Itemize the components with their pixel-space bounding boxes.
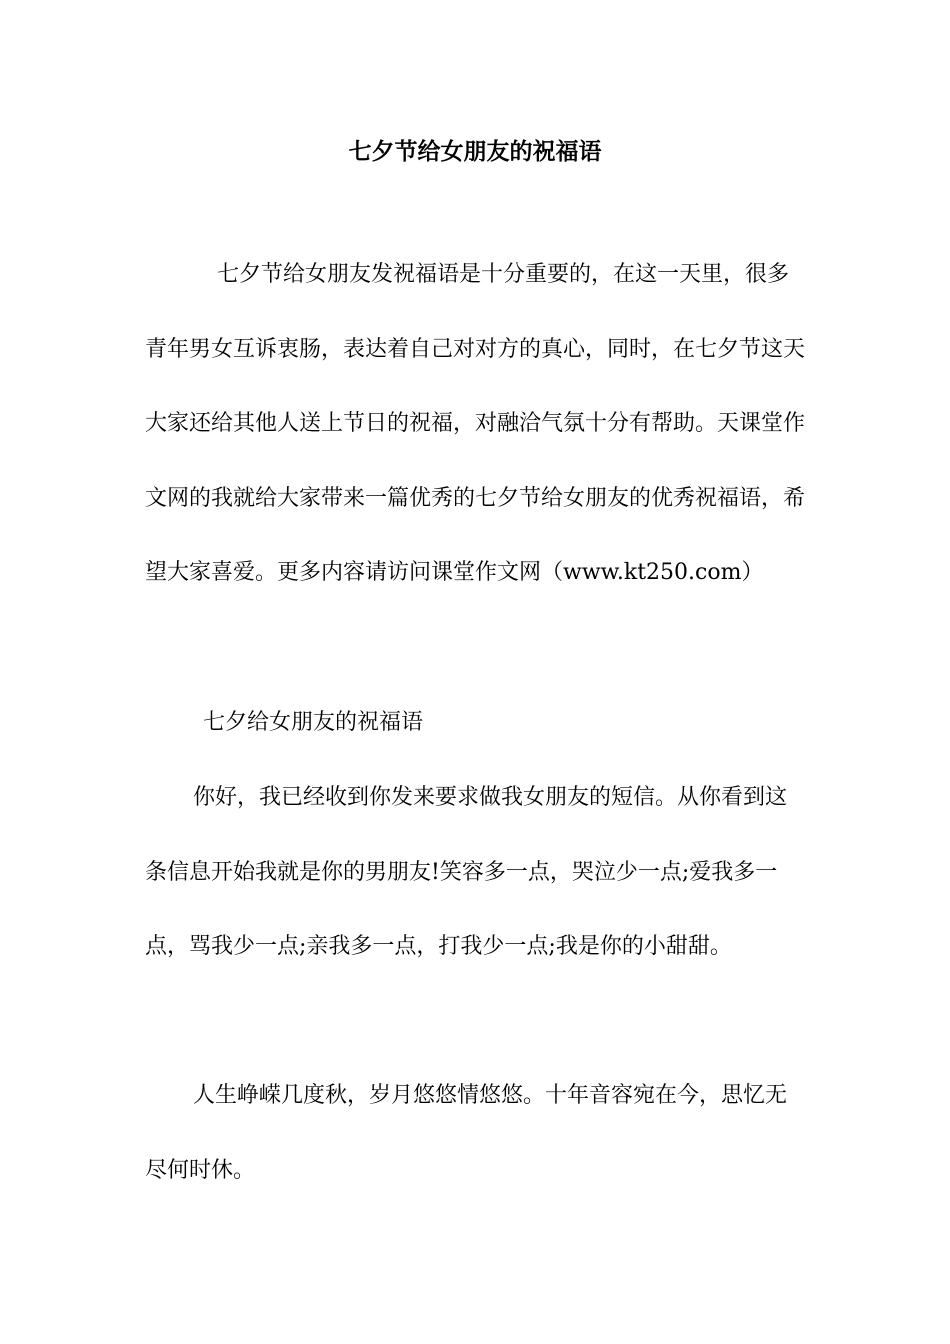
section-heading: 七夕给女朋友的祝福语 (203, 710, 424, 735)
blessing-paragraph-2: 人生峥嵘几度秋，岁月悠悠情悠悠。十年音容宛在今，思忆无尽何时休。 (145, 1083, 788, 1183)
blessing-paragraph-1: 你好，我已经收到你发来要求做我女朋友的短信。从你看到这条信息开始我就是你的男朋友!笑容多一点，哭泣少一点;爱我多一点，骂我少一点;亲我多一点，打我少一点;我是你的小甜甜。 (145, 785, 788, 959)
document-title: 七夕节给女朋友的祝福语 (348, 138, 602, 165)
intro-paragraph: 七夕节给女朋友发祝福语是十分重要的，在这一天里，很多青年男女互诉衷肠，表达着自己对对方的真心，同时，在七夕节这天大家还给其他人送上节日的祝福，对融洽气氛十分有帮助。天课堂作文网的我就给大家带来一篇优秀的七夕节给女朋友的优秀祝福语，希望大家喜爱。更多内容请访问课堂作文网（www.kt250.com） (145, 262, 806, 585)
